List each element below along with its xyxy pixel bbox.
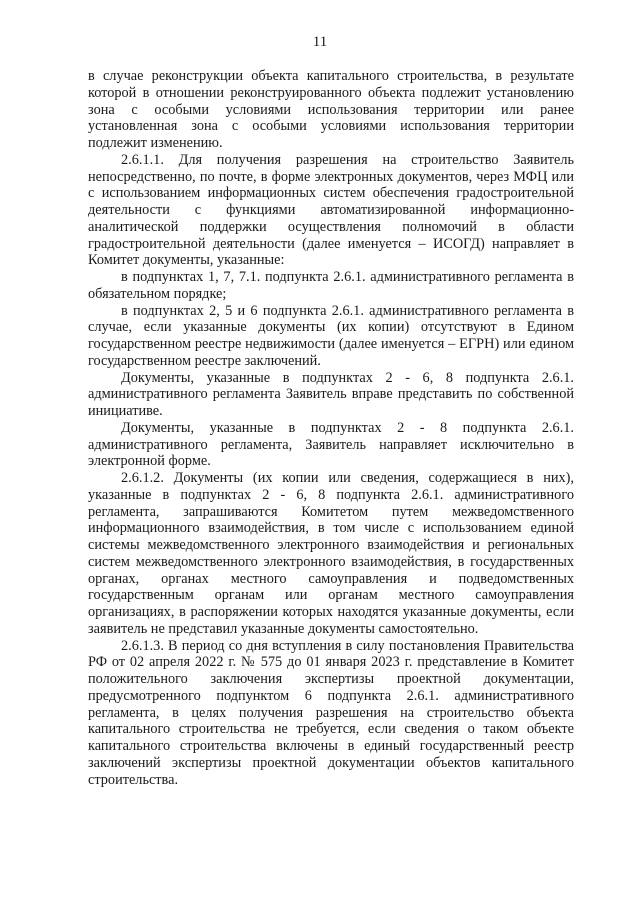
paragraph-electronic-form: Документы, указанные в подпунктах 2 - 8 подпункта 2.6.1. административного регламента, Заявитель направляет исключительно в электронной форме. bbox=[88, 419, 574, 470]
page-number: 11 bbox=[312, 34, 328, 50]
paragraph-conditional-documents: в подпунктах 2, 5 и 6 подпункта 2.6.1. административного регламента в случае, если указанные документы (их копии) отсутствуют в Едином государственном реестре недвижимости (далее именуется – ЕГРН) или едином государственном реестре заключений. bbox=[88, 302, 574, 369]
paragraph-reconstruction-clause: в случае реконструкции объекта капитального строительства, в результате которой в отношении реконструированного объекта подлежит установлению зона с особыми условиями использования территории или ранее установленная зона с особыми условиями использования территории подлежит изменению. bbox=[88, 68, 574, 151]
paragraph-2-6-1-2: 2.6.1.2. Документы (их копии или сведения, содержащиеся в них), указанные в подпунктах 2 - 6, 8 подпункта 2.6.1. административного регламента, запрашиваются Комитетом путем межведомственного информационного взаимодействия, в том числе с использованием единой системы межведомственного электронного взаимодействия и региональных систем межведомственного электронного взаимодействия, в государственных органах, органах местного самоуправления и подведомственных государственным органам или органам местного самоуправления организациях, в распоряжении которых находятся указанные документы, если заявитель не представил указанные документы самостоятельно. bbox=[88, 470, 574, 637]
paragraph-2-6-1-3: 2.6.1.3. В период со дня вступления в силу постановления Правительства РФ от 02 апреля 2022 г. № 575 до 01 января 2023 г. представление в Комитет положительного заключения экспертизы проектной документации, предусмотренного подпунктом 6 подпункта 2.6.1. административного регламента, в целях получения разрешения на строительство объекта капитального строительства не требуется, если сведения о таком объекте капитального строительства включены в единый государственный реестр заключений экспертизы проектной документации объектов капитального строительства. bbox=[88, 637, 574, 788]
paragraph-2-6-1-1: 2.6.1.1. Для получения разрешения на строительство Заявитель непосредственно, по почте, в форме электронных документов, через МФЦ или с использованием информационных систем обеспечения градостроительной деятельности с функциями автоматизированной информационно-аналитической поддержки осуществления полномочий в области градостроительной деятельности (далее именуется – ИСОГД) направляет в Комитет документы, указанные: bbox=[88, 151, 574, 269]
paragraph-own-initiative: Документы, указанные в подпунктах 2 - 6, 8 подпункта 2.6.1. административного регламента Заявитель вправе представить по собственной инициативе. bbox=[88, 369, 574, 419]
paragraph-mandatory-documents: в подпунктах 1, 7, 7.1. подпункта 2.6.1. административного регламента в обязательном порядке; bbox=[88, 269, 574, 302]
document-body bbox=[88, 68, 574, 788]
